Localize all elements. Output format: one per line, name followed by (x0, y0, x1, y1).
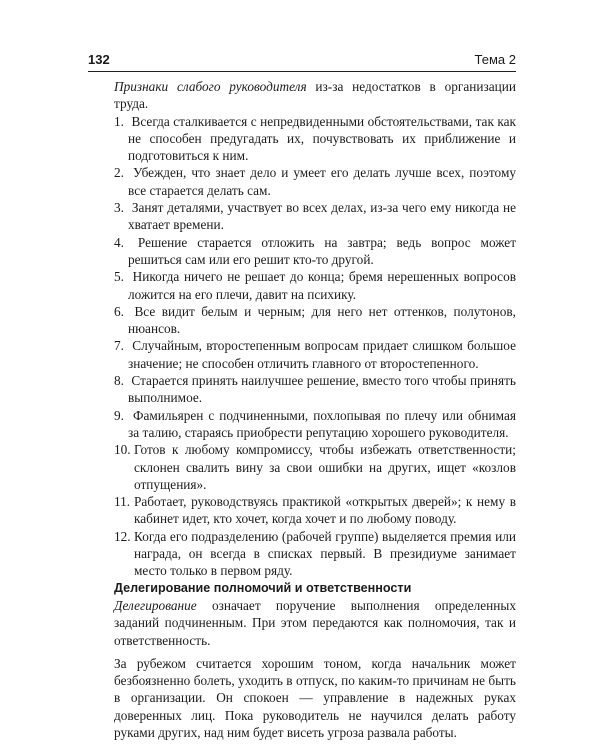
item-text: Никогда ничего не решает до конца; бремя нерешенных вопросов ложится на его плечи, давит на психику. (128, 269, 517, 302)
header-rule (88, 71, 516, 72)
item-text: Случайным, второстепенным вопросам придает слишком большое значение; не способен отличить главного от второстепенного. (128, 338, 516, 371)
delegation-definition: означает поручение выполнения определенных заданий подчиненным. При этом передаются как полномочия, так и ответственность. (114, 597, 516, 648)
item-text: Решение старается отложить на завтра; ведь вопрос может решиться сам или его решит кто-то другой. (128, 234, 517, 267)
item-number: 12. (114, 528, 131, 544)
page-body (114, 78, 516, 741)
item-text: Все видит белым и черным; для него нет оттенков, полутонов, нюансов. (128, 303, 516, 337)
item-text: Готов к любому компромиссу, чтобы избежать ответственности; склонен свалить вину за свои ошибки на других, ищет «козлов отпущения». (134, 442, 516, 492)
section-label: Тема 2 (474, 52, 516, 67)
abroad-paragraph: За рубежом считается хорошим тоном, когда начальник может безбоязненно болеть, уходить в отпуск, по каким-то причинам не быть в организации. Он спокоен — управление в надежных руках доверенных лиц. Пока руководитель не научился делать работу руками других, над ним будет висеть угроза развала работы. (114, 655, 516, 740)
list-item (114, 372, 516, 407)
item-number: 2. (114, 165, 124, 181)
item-number: 4. (114, 234, 124, 250)
intro-paragraph (114, 78, 516, 113)
item-text: Старается принять наилучшее решение, вместо того чтобы принять выполнимое. (128, 373, 516, 406)
item-text: Всегда сталкивается с непредвиденными обстоятельствами, так как не способен предугадать их, почувствовать их приближение и подготовиться к ним. (128, 113, 516, 164)
list-item (114, 407, 516, 442)
list-item (114, 234, 516, 269)
list-item (114, 303, 516, 338)
list-item (114, 528, 516, 580)
list-item (114, 113, 516, 165)
delegation-paragraph (114, 597, 516, 649)
item-number: 8. (114, 373, 124, 389)
list-item (114, 441, 516, 493)
list-item (114, 199, 516, 234)
list-item (114, 493, 516, 528)
page-number: 132 (88, 52, 110, 67)
delegation-term: Делегирование (114, 597, 197, 613)
item-text: Работает, руководствуясь практикой «открытых дверей»; к нему в кабинет идет, кто хочет, когда хочет и по любому поводу. (134, 494, 516, 527)
running-header (88, 52, 516, 68)
intro-italic: Признаки слабого руководителя (114, 79, 307, 94)
intro-rest: из-за недостатков в организации труда. (114, 79, 516, 112)
item-number: 6. (114, 303, 124, 319)
list-item (114, 268, 516, 303)
item-number: 1. (114, 113, 124, 129)
item-text: Фамильярен с подчиненными, похлопывая по плечу или обнимая за талию, стараясь приобрести репутацию хорошего руководителя. (128, 407, 516, 440)
item-text: Занят деталями, участвует во всех делах, из-за чего ему никогда не хватает времени. (128, 200, 516, 233)
item-number: 9. (114, 407, 124, 423)
item-number: 10. (114, 442, 131, 458)
item-number: 11. (114, 494, 131, 510)
item-text: Когда его подразделению (рабочей группе) выделяется премия или награда, он всегда в списках первый. В президиуме занимает место только в первом ряду. (134, 528, 516, 579)
section-heading: Делегирование полномочий и ответственности (114, 580, 412, 595)
weak-manager-signs-list (114, 113, 516, 580)
item-number: 7. (114, 338, 124, 354)
item-number: 3. (114, 200, 124, 216)
item-text: Убежден, что знает дело и умеет его делать лучше всех, поэтому все старается делать сам. (128, 165, 517, 198)
list-item (114, 337, 516, 372)
list-item (114, 164, 516, 199)
item-number: 5. (114, 269, 124, 285)
